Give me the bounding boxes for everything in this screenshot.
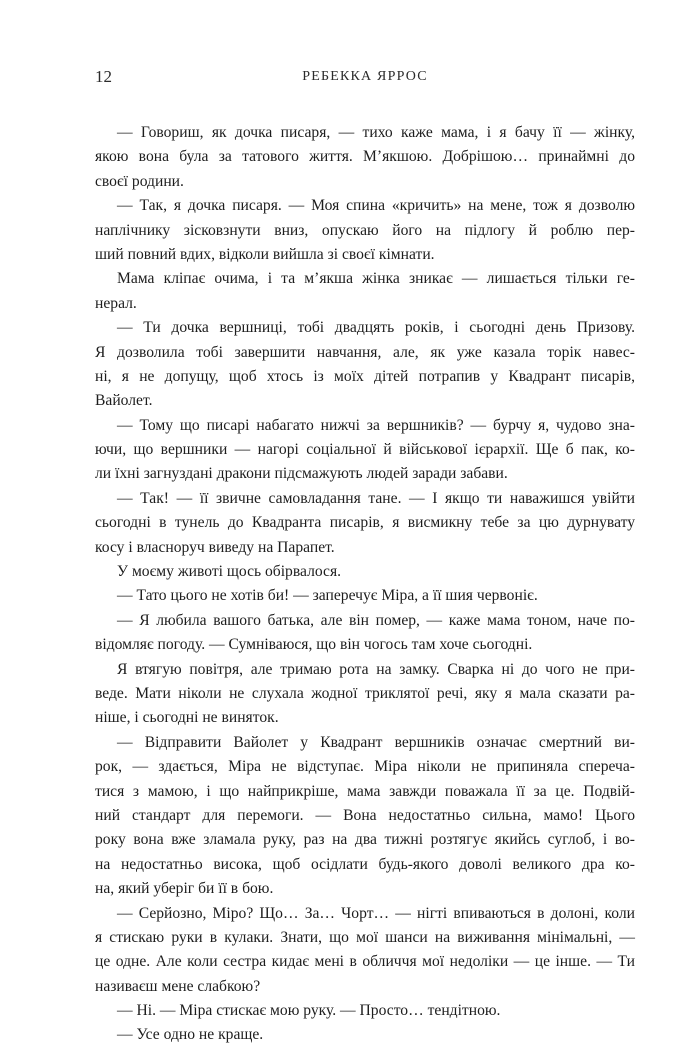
paragraph [95,414,635,487]
body-text [95,121,635,1048]
text-line: Я втягую повітря, але тримаю рота на замку. Сварка ні до чого не при- [117,660,635,678]
text-line: — Тато цього не хотів би! — заперечує Міра, а її шия червоніє. [117,587,538,605]
text-line: ніше, і сьогодні не виняток. [95,709,279,727]
text-line: це одне. Але коли сестра кидає мені в обличчя мої недоліки — це інше. — Ти [95,953,635,971]
text-line: косу і власноруч виведу на Парапет. [95,538,335,556]
paragraph [95,584,635,608]
paragraph [95,487,635,560]
text-line: — Серйозно, Міро? Що… За… Чорт… — нігті впиваються в долоні, коли [117,904,635,922]
paragraph [95,267,635,316]
paragraph [95,902,635,1000]
paragraph [95,731,635,902]
text-line: ний стандарт для перемоги. — Вона недостатньо сильна, мамо! Цього [95,806,635,824]
text-line: — Усе одно не краще. [117,1026,264,1044]
text-line: — Говориш, як дочка писаря, — тихо каже мама, і я бачу її — жінку, [117,124,635,141]
text-line: я стискаю руки в кулаки. Знати, що мої шанси на виживання мінімальні, — [95,928,635,946]
text-line: ні, я не допущу, щоб хтось із моїх дітей потрапив у Квадрант писарів, [95,367,635,385]
text-line: Мама кліпає очима, і та м’якша жінка зникає — лишається тільки ге- [117,270,635,288]
text-line: тися з мамою, і що найприкріше, мама завжди поважала її за це. Подвій- [95,782,635,800]
text-line: У моєму животі щось обірвалося. [117,563,342,581]
paragraph [95,658,635,731]
paragraph [95,316,635,414]
text-line: веде. Мати ніколи не слухала жодної триклятої речі, яку я мала сказати ра- [95,684,635,702]
text-line: — Відправити Вайолет у Квадрант вершників означає смертний ви- [117,733,635,751]
paragraph [95,999,635,1023]
text-line: — Я любила вашого батька, але він помер, — каже мама тоном, наче по- [117,611,635,629]
text-line: Я дозволила тобі завершити навчання, але, як уже казала торік навес- [95,343,635,361]
text-line: — Так! — її звичне самовладання тане. — І якщо ти наважишся увійти [117,489,635,507]
text-line: відомляє погоду. — Сумніваюся, що він чогось там хоче сьогодні. [95,636,533,654]
running-head-author: РЕБЕККА ЯРРОС [302,69,428,84]
text-line: Вайолет. [95,392,153,410]
text-line: наплічнику зісковзнути вниз, опускаю його на підлогу й роблю пер- [95,221,635,239]
text-line: якою вона була за татового життя. М’якшою. Добрішою… принаймні до [95,148,635,166]
paragraph [95,560,635,584]
text-line: — Ні. — Міра стискає мою руку. — Просто… тендітною. [117,1002,501,1020]
paragraph [95,1023,635,1047]
page-header [95,67,635,91]
text-line: називаєш мене слабкою? [95,977,261,995]
text-line: нерал. [95,294,137,312]
text-line: — Тому що писарі набагато нижчі за вершників? — бурчу я, чудово зна- [117,416,635,434]
text-line: рок, — здається, Міра не відступає. Міра ніколи не припиняла сперечa- [95,758,635,776]
paragraph [95,194,635,267]
text-line: сьогодні в тунель до Квадранта писарів, я висмикну тебе за цю дурнувату [95,514,635,532]
page-number: 12 [95,67,112,86]
text-line: своєї родини. [95,172,184,190]
text-line: року вона вже зламала руку, раз на два тижні розтягує якийсь суглоб, і во- [95,831,635,849]
text-line: на недостатньо висока, щоб осідлати будь-якого доволі великого дра ко- [95,855,635,873]
text-line: ший повний вдих, відколи вийшла зі своєї кімнати. [95,245,435,263]
text-line: на, який уберіг би її в бою. [95,880,274,898]
text-line: — Ти дочка вершниці, тобі двадцять років, і сьогодні день Призову. [117,319,635,337]
text-line: ли їхні загнуздані дракони підсмажують людей заради забави. [95,465,508,483]
paragraph [95,609,635,658]
text-line: — Так, я дочка писаря. — Моя спина «кричить» на мене, тож я дозволю [117,197,635,215]
paragraph [95,121,635,194]
text-line: ючи, що вершники — нагорі соціальної й військової ієрархії. Ще б пак, ко- [95,441,635,459]
